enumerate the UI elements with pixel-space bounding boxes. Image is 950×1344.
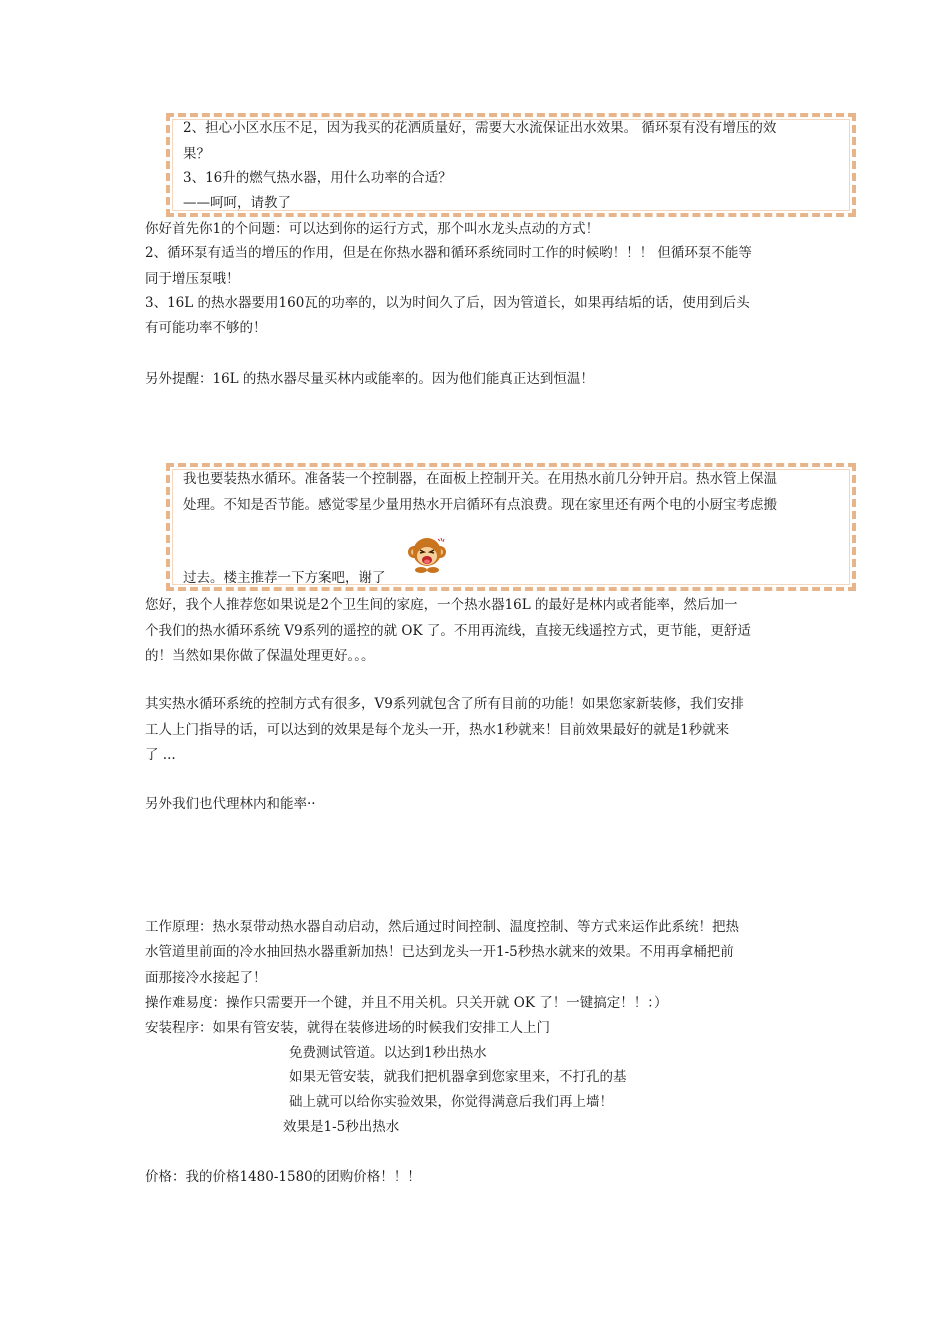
install-line-5: 效果是1-5秒出热水 <box>283 1119 400 1135</box>
reply1-line-1: 你好首先你1的个问题：可以达到你的运行方式，那个叫水龙头点动的方式！ <box>145 221 600 237</box>
quote1-line-1: 2、担心小区水压不足，因为我买的花洒质量好，需要大水流保证出水效果。 循环泵有没有增压的效 <box>183 120 777 136</box>
install-line-3: 如果无管安装，就我们把机器拿到您家里来，不打孔的基 <box>289 1069 627 1085</box>
reply2-p1-line-3: 的！当然如果你做了保温处理更好。。。 <box>145 648 375 664</box>
reply1-line-4: 3、16L 的热水器要用160瓦的功率的，以为时间久了后，因为管道长，如果再结垢的话，使用到后头 <box>145 295 750 311</box>
quote1-line-2: 果？ <box>183 146 210 162</box>
install-line-1: 安装程序：如果有管安装，就得在装修进场的时候我们安排工人上门 <box>145 1020 550 1036</box>
monkey-emoticon-icon <box>407 534 447 574</box>
quote2-line-3: 过去。楼主推荐一下方案吧，谢了 <box>183 570 386 586</box>
reply2-p2-line-3: 了 ... <box>145 747 176 763</box>
install-line-2: 免费测试管道。以达到1秒出热水 <box>289 1045 487 1061</box>
quote2-line-1: 我也要装热水循环。准备装一个控制器，在面板上控制开关。在用热水前几分钟开启。热水管上保温 <box>183 471 777 487</box>
reply2-p2-line-2: 工人上门指导的话，可以达到的效果是每个龙头一开，热水1秒就来！目前效果最好的就是1秒就来 <box>145 722 730 738</box>
reply2-p3: 另外我们也代理林内和能率·· <box>145 796 316 812</box>
reply2-p1-line-1: 您好，我个人推荐您如果说是2个卫生间的家庭，一个热水器16L 的最好是林内或者能率，然后加一 <box>145 597 738 613</box>
difficulty: 操作难易度：操作只需要开一个键，并且不用关机。只关开就 OK 了！一键搞定！！：） <box>145 995 668 1011</box>
quote2-line-2: 处理。不知是否节能。感觉零星少量用热水开启循环有点浪费。现在家里还有两个电的小厨宝考虑搬 <box>183 497 777 513</box>
reply1-line-2: 2、循环泵有适当的增压的作用，但是在你热水器和循环系统同时工作的时候哟！！！ 但循环泵不能等 <box>145 245 752 261</box>
reply1-line-3: 同于增压泵哦！ <box>145 271 240 287</box>
install-line-4: 础上就可以给你实验效果，你觉得满意后我们再上墙！ <box>289 1094 613 1110</box>
reply2-p2-line-1: 其实热水循环系统的控制方式有很多，V9系列就包含了所有目前的功能！如果您家新装修，我们安排 <box>145 696 744 712</box>
principle-line-3: 面那接冷水接起了！ <box>145 970 267 986</box>
reply1-line-5: 有可能功率不够的！ <box>145 320 267 336</box>
price: 价格：我的价格1480-1580的团购价格！！！ <box>145 1169 421 1185</box>
reply2-p1-line-2: 个我们的热水循环系统 V9系列的遥控的就 OK 了。不用再流线，直接无线遥控方式，更节能，更舒适 <box>145 623 751 639</box>
principle-line-2: 水管道里前面的冷水抽回热水器重新加热！已达到龙头一开1-5秒热水就来的效果。不用再拿桶把前 <box>145 944 734 960</box>
quote1-line-3: 3、16升的燃气热水器，用什么功率的合适？ <box>183 170 452 186</box>
quote1-line-4: ——呵呵，请教了 <box>183 195 291 211</box>
reply1-note: 另外提醒：16L 的热水器尽量买林内或能率的。因为他们能真正达到恒温！ <box>145 371 594 387</box>
principle-line-1: 工作原理：热水泵带动热水器自动启动，然后通过时间控制、温度控制、等方式来运作此系统！把热 <box>145 919 739 935</box>
